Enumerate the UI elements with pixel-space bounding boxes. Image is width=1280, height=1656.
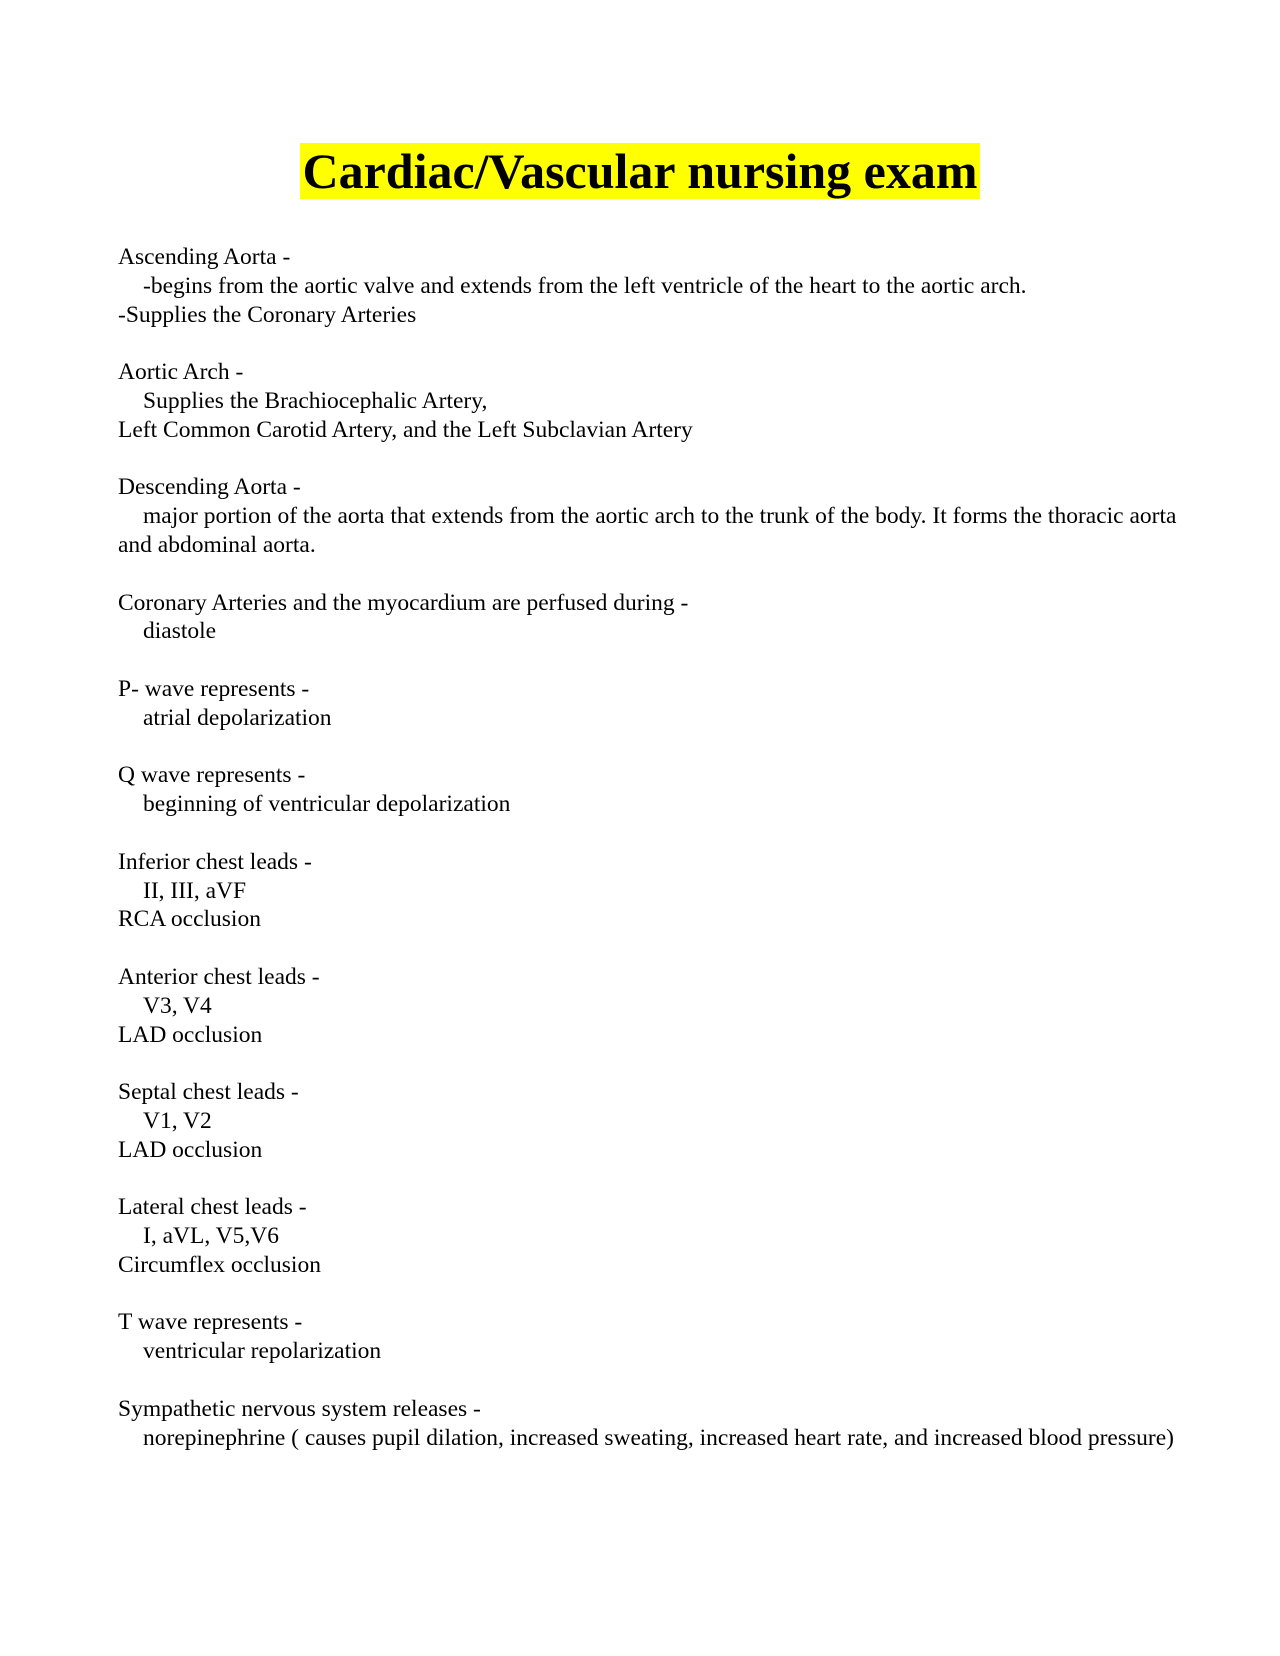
document-body: [118, 243, 1183, 1481]
entry-term: T wave represents -: [118, 1309, 303, 1336]
entry-extra: Circumflex occlusion: [118, 1251, 321, 1278]
entry-term: Anterior chest leads -: [118, 963, 320, 990]
entry-definition: norepinephrine ( causes pupil dilation, increased sweating, increased heart rate, and increased blood pressure): [143, 1424, 1174, 1451]
entry-definition: major portion of the aorta that extends from the aortic arch to the trunk of the body. It forms the thoracic aorta and abdominal aorta.: [118, 503, 1183, 558]
entry-extra: LAD occlusion: [118, 1136, 263, 1163]
entry-term: Q wave represents -: [118, 762, 306, 789]
flashcard-entry: [118, 675, 1178, 733]
flashcard-entry: [118, 1078, 1178, 1164]
flashcard-entry: [118, 1308, 1178, 1366]
entry-term: Descending Aorta -: [118, 474, 301, 501]
flashcard-entry: [118, 1395, 1178, 1453]
entry-definition: V1, V2: [143, 1107, 212, 1134]
entry-extra: Left Common Carotid Artery, and the Left Subclavian Artery: [118, 416, 693, 443]
entry-term: Lateral chest leads -: [118, 1194, 307, 1221]
entry-definition: beginning of ventricular depolarization: [143, 791, 511, 818]
entry-term: Septal chest leads -: [118, 1079, 299, 1106]
entry-definition: II, III, aVF: [143, 877, 247, 904]
flashcard-entry: [118, 848, 1178, 934]
flashcard-entry: [118, 358, 1178, 444]
flashcard-entry: [118, 243, 1178, 329]
page-title: Cardiac/Vascular nursing exam: [302, 143, 978, 199]
entry-definition: ventricular repolarization: [143, 1338, 382, 1365]
entry-term: Ascending Aorta -: [118, 244, 291, 270]
entry-definition: atrial depolarization: [143, 704, 332, 731]
title-wrapper: [0, 143, 1280, 199]
entry-definition: diastole: [143, 618, 217, 645]
entry-definition: -begins from the aortic valve and extends from the left ventricle of the heart to the aortic arch.: [143, 272, 1027, 299]
entry-term: Inferior chest leads -: [118, 848, 312, 875]
entry-definition: Supplies the Brachiocephalic Artery,: [143, 387, 488, 414]
flashcard-entry: [118, 1193, 1178, 1279]
entry-term: Aortic Arch -: [118, 359, 244, 386]
entry-definition: V3, V4: [143, 992, 212, 1019]
entry-term: Coronary Arteries and the myocardium are perfused during -: [118, 589, 689, 616]
entry-term: Sympathetic nervous system releases -: [118, 1395, 481, 1422]
entry-extra: -Supplies the Coronary Arteries: [118, 301, 417, 328]
flashcard-entry: [118, 963, 1178, 1049]
entry-extra: LAD occlusion: [118, 1021, 263, 1048]
flashcard-entry: [118, 473, 1183, 559]
flashcard-entry: [118, 761, 1178, 819]
entry-term: P- wave represents -: [118, 675, 310, 702]
entry-extra: RCA occlusion: [118, 906, 261, 933]
entry-definition: I, aVL, V5,V6: [143, 1223, 279, 1250]
flashcard-entry: [118, 589, 1178, 647]
